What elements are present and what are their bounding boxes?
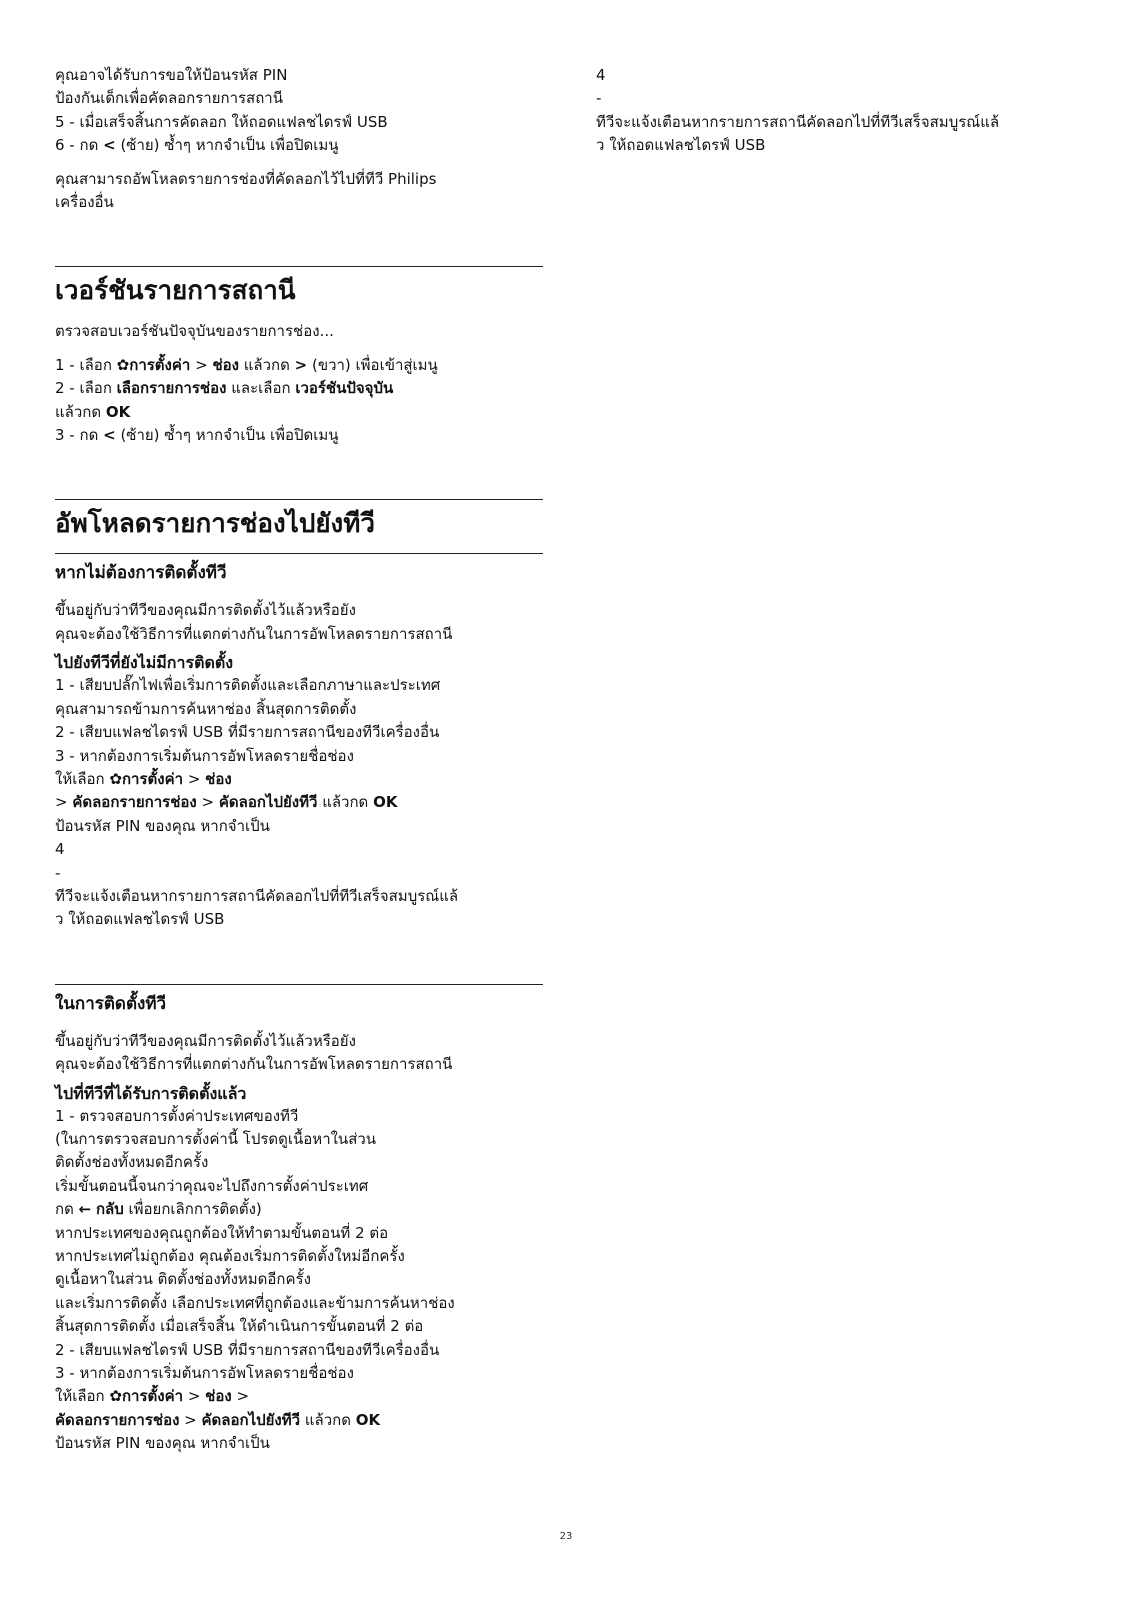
menu-copy-list: คัดลอกรายการช่อง [72,793,197,812]
step-line [55,354,543,377]
back-arrow-icon: ← [78,1200,92,1219]
menu-channels: ช่อง [205,769,232,788]
step-line [55,1198,543,1221]
section-heading-version: เวอร์ชันรายการสถานี [55,276,296,307]
step-line: ว ให้ถอดแฟลชไดรฟ์ USB [596,136,766,155]
gear-icon: ✿ [109,769,122,788]
separator: > [183,1387,206,1406]
ok-key: OK [373,793,398,812]
menu-copy-to-tv: คัดลอกไปยังทีวี [218,793,318,812]
step-prefix: 3 - กด [55,426,104,445]
step-text: แล้วกด [300,1410,356,1429]
sub-heading: ไปที่ทีวีที่ได้รับการติดตั้งแล้ว [55,1083,247,1103]
text-line: คุณอาจได้รับการขอให้ป้อนรหัส PIN [55,66,288,84]
separator: > [179,1410,202,1429]
menu-select-list: เลือกรายการช่อง [116,379,227,398]
step-line [55,1409,543,1432]
step-text: แล้วกด [55,402,106,421]
intro-block [55,64,543,214]
step-line: สิ้นสุดการติดตั้ง เมื่อเสร็จสิ้น ให้ดำเนินการขั้นตอนที่ 2 ต่อ [55,1317,424,1336]
step-line: หากประเทศไม่ถูกต้อง คุณต้องเริ่มการติดตั้งใหม่อีกครั้ง [55,1247,405,1265]
step-line [55,401,543,424]
step-line [55,377,543,400]
step-prefix: 1 - เลือก [55,355,117,374]
sub-heading: ไปยังทีวีที่ยังไม่มีการติดตั้ง [55,653,234,673]
text-line: คุณสามารถอัพโหลดรายการช่องที่คัดลอกไว้ไปที่ทีวี Philips [55,169,437,188]
menu-settings: การตั้งค่า [121,769,184,788]
separator: > [231,1387,250,1406]
text-line: คุณจะต้องใช้วิธีการที่แตกต่างกันในการอัพโหลดรายการสถานี [55,624,453,643]
step-line [55,424,543,447]
step-text: เพื่อยกเลิกการติดตั้ง) [123,1200,262,1219]
step-text: ให้เลือก [55,769,110,788]
step-text: ให้เลือก [55,1387,110,1406]
text-line: ขึ้นอยู่กับว่าทีวีของคุณมีการติดตั้งไว้แล้วหรือยัง [55,1031,356,1050]
separator: > [183,769,206,788]
step-text: (ซ้าย) ซ้ำๆ หากจำเป็น เพื่อปิดเมนู [115,426,339,445]
step-line: - [596,89,602,108]
separator: > [196,793,219,812]
subsection-divider [55,553,543,554]
subsection-heading-installed: ในการติดตั้งทีวี [55,993,167,1014]
step-line: 3 - หากต้องการเริ่มต้นการอัพโหลดรายชื่อช่อง [55,746,354,765]
step-line: 3 - หากต้องการเริ่มต้นการอัพโหลดรายชื่อช่อง [55,1364,354,1383]
menu-settings: การตั้งค่า [129,355,191,374]
step-line: คุณสามารถข้ามการค้นหาช่อง สิ้นสุดการติดตั้ง [55,699,357,718]
step-line: - [55,863,61,882]
chevron-left-icon: < [103,136,116,155]
step-text: แล้วกด [238,355,295,374]
section-divider [55,499,543,500]
step-line: ว ให้ถอดแฟลชไดรฟ์ USB [55,910,225,929]
subsection-divider [55,984,543,985]
ok-key: OK [105,402,131,421]
menu-channels: ช่อง [212,355,239,374]
step-line: 1 - ตรวจสอบการตั้งค่าประเทศของทีวี [55,1106,299,1125]
step-line: หากประเทศของคุณถูกต้องให้ทำตามขั้นตอนที่ 2 ต่อ [55,1223,389,1242]
chevron-left-icon: < [103,426,116,445]
step-line: 4 [596,66,606,84]
step-line: ป้อนรหัส PIN ของคุณ หากจำเป็น [55,1434,270,1453]
chevron-right-icon: > [294,355,308,374]
gear-icon: ✿ [109,1387,122,1406]
step-line: 2 - เสียบแฟลชไดรฟ์ USB ที่มีรายการสถานีของทีวีเครื่องอื่น [55,723,440,742]
menu-copy-list: คัดลอกรายการช่อง [55,1410,180,1429]
menu-channels: ช่อง [205,1387,232,1406]
text-line: ตรวจสอบเวอร์ชันปัจจุบันของรายการช่อง... [55,322,334,341]
step-line: 1 - เสียบปลั๊กไฟเพื่อเริ่มการติดตั้งและเลือกภาษาและประเทศ [55,676,441,695]
step-line: ดูเนื้อหาในส่วน ติดตั้งช่องทั้งหมดอีกครั้ง [55,1270,311,1289]
step-line: ป้อนรหัส PIN ของคุณ หากจำเป็น [55,816,270,835]
ok-key: OK [355,1410,381,1429]
menu-settings: การตั้งค่า [121,1387,184,1406]
section-divider [55,266,543,267]
step-line: และเริ่มการติดตั้ง เลือกประเทศที่ถูกต้องและข้ามการค้นหาช่อง [55,1293,455,1312]
menu-current-version: เวอร์ชันปัจจุบัน [295,379,394,398]
text-line: คุณจะต้องใช้วิธีการที่แตกต่างกันในการอัพโหลดรายการสถานี [55,1055,453,1074]
right-column [596,64,1084,158]
text-line [55,134,543,157]
left-column [55,64,543,1456]
step-prefix: 6 - กด [55,136,104,155]
separator: > [190,355,213,374]
menu-copy-to-tv: คัดลอกไปยังทีวี [201,1410,301,1429]
page-number: 23 [559,1531,573,1542]
subsection-heading-not-installed: หากไม่ต้องการติดตั้งทีวี [55,563,227,584]
step-text: และเลือก [226,379,296,398]
step-text: กด [55,1200,79,1219]
step-line [55,1385,543,1408]
back-key: กลับ [95,1200,124,1219]
step-line [55,791,543,814]
step-line: ทีวีจะแจ้งเตือนหากรายการสถานีคัดลอกไปที่ทีวีเสร็จสมบูรณ์แล้ [596,112,1000,131]
step-line [55,768,543,791]
text-line: เครื่องอื่น [55,193,114,212]
text-line: ป้องกันเด็กเพื่อคัดลอกรายการสถานี [55,89,283,108]
gear-icon: ✿ [116,355,130,374]
section-heading-upload: อัพโหลดรายการช่องไปยังทีวี [55,509,375,540]
step-line: (ในการตรวจสอบการตั้งค่านี้ โปรดดูเนื้อหาในส่วน [55,1129,377,1148]
step-text: (ขวา) เพื่อเข้าสู่เมนู [307,355,438,374]
step-text: แล้วกด [317,793,374,812]
step-line: 4 [55,840,65,859]
step-text: (ซ้าย) ซ้ำๆ หากจำเป็น เพื่อปิดเมนู [115,136,339,155]
step-line: 2 - เสียบแฟลชไดรฟ์ USB ที่มีรายการสถานีของทีวีเครื่องอื่น [55,1340,440,1359]
separator: > [55,793,73,812]
step-prefix: 2 - เลือก [55,379,117,398]
step-line: ติดตั้งช่องทั้งหมดอีกครั้ง [55,1153,209,1172]
text-line: ขึ้นอยู่กับว่าทีวีของคุณมีการติดตั้งไว้แล้วหรือยัง [55,601,356,620]
step-line: ทีวีจะแจ้งเตือนหากรายการสถานีคัดลอกไปที่ทีวีเสร็จสมบูรณ์แล้ [55,886,459,905]
step-line: เริ่มขั้นตอนนี้จนกว่าคุณจะไปถึงการตั้งค่าประเทศ [55,1176,369,1195]
text-line: 5 - เมื่อเสร็จสิ้นการคัดลอก ให้ถอดแฟลชไดรฟ์ USB [55,112,388,131]
